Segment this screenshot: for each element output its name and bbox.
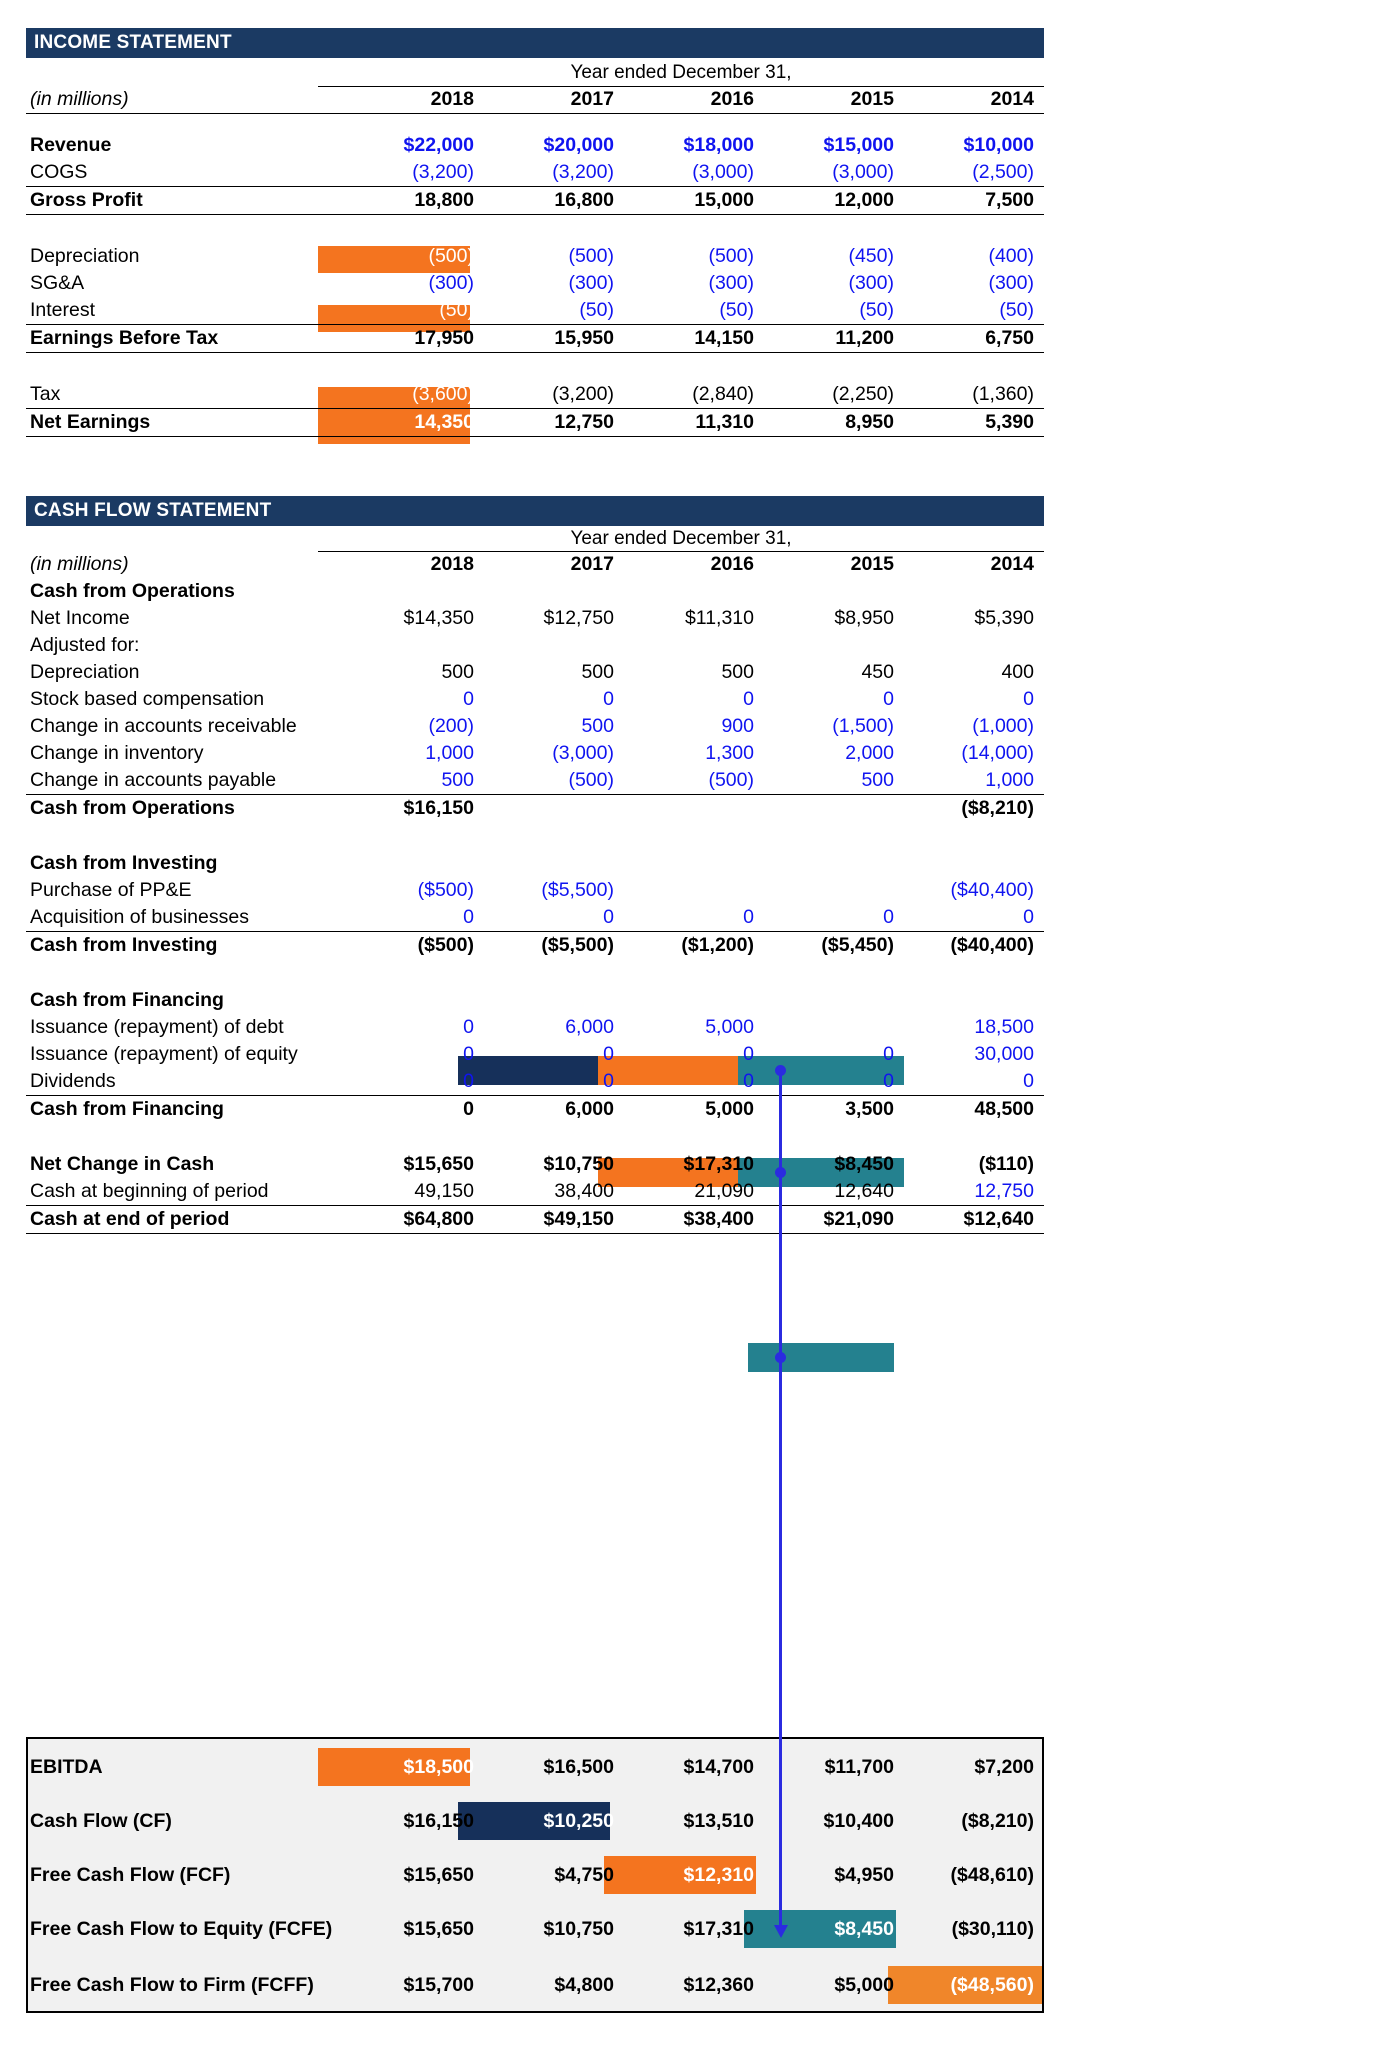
row-label-acquisition-of-businesses: Acquisition of businesses <box>26 904 344 932</box>
spacer-row <box>26 822 1044 850</box>
cell-ebitda-2016: $14,700 <box>683 1756 754 1778</box>
cell-equity-2018: 0 <box>463 1043 474 1065</box>
cell-inventory-2018: 1,000 <box>425 742 474 764</box>
cell-interest-2017: (50) <box>484 297 624 325</box>
cell-ppe-2016: ($1,200) <box>681 879 754 901</box>
cell-cash-begin-2014: 12,750 <box>904 1178 1044 1206</box>
cell-sga-2015: (300) <box>848 272 894 294</box>
cell-cash-begin-2016: 21,090 <box>624 1178 764 1206</box>
cell-debt-2014: 18,500 <box>974 1016 1034 1038</box>
cell-cf-depreciation-2017: 500 <box>581 661 614 683</box>
table-row <box>26 659 1044 686</box>
table-row <box>26 1206 1044 1234</box>
is-header-row <box>26 86 1044 114</box>
cell-ebitda-2017: $16,500 <box>543 1756 614 1778</box>
cash-flow-statement-title: CASH FLOW STATEMENT <box>34 500 272 521</box>
cell-net-earnings-2016: 11,310 <box>624 409 764 437</box>
cell-ebt-2014: 6,750 <box>904 325 1044 353</box>
cell-revenue-2015: $15,000 <box>823 134 894 156</box>
table-row <box>26 713 1044 740</box>
cell-cogs-2018: (3,200) <box>344 159 484 187</box>
row-label-depreciation: Depreciation <box>30 245 140 267</box>
row-label-issuance-of-debt: Issuance (repayment) of debt <box>30 1016 284 1038</box>
cell-revenue-2016: $18,000 <box>683 134 754 156</box>
cell-inventory-2017: (3,000) <box>552 742 614 764</box>
cell-ar-2014: (1,000) <box>972 715 1034 737</box>
table-row <box>26 767 1044 795</box>
cell-cfi-2014: ($40,400) <box>950 934 1034 956</box>
cell-cash-begin-2018: 49,150 <box>344 1178 484 1206</box>
spacer-row <box>26 353 1044 382</box>
cell-cash-begin-2017: 38,400 <box>484 1178 624 1206</box>
cell-ncc-2014: ($110) <box>978 1153 1034 1175</box>
cell-fcfe-2017: $10,750 <box>543 1918 614 1940</box>
cell-ar-2017: 500 <box>581 715 614 737</box>
cell-gross-profit-2018: 18,800 <box>344 187 484 215</box>
is-year-2016: 2016 <box>624 86 764 114</box>
cell-cash-end-2017: $49,150 <box>484 1206 624 1234</box>
cell-net-earnings-2018: 14,350 <box>344 409 484 437</box>
cell-tax-2017: (3,200) <box>484 381 624 409</box>
table-row <box>26 1096 1044 1124</box>
cell-depreciation-2015: (450) <box>848 245 894 267</box>
cell-cf-depreciation-2018: 500 <box>441 661 474 683</box>
spacer-row <box>26 1123 1044 1151</box>
cell-ppe-2018: ($500) <box>417 879 474 901</box>
cell-sga-2017: (300) <box>568 272 614 294</box>
spacer-row <box>26 1786 1044 1802</box>
cell-interest-2015: (50) <box>764 297 904 325</box>
row-label-tax: Tax <box>26 381 344 409</box>
income-statement-banner <box>26 28 1044 58</box>
cell-ncc-2018: $15,650 <box>403 1153 474 1175</box>
row-label-cf-depreciation: Depreciation <box>30 661 140 683</box>
cell-cff-2017: 6,000 <box>565 1098 614 1120</box>
cell-ebitda-2018: $18,500 <box>403 1756 474 1778</box>
is-year-2018: 2018 <box>344 86 484 114</box>
row-label-change-in-accounts-payable: Change in accounts payable <box>26 767 344 795</box>
row-label-earnings-before-tax: Earnings Before Tax <box>26 325 344 353</box>
cell-equity-2017: 0 <box>603 1043 614 1065</box>
table-row <box>26 904 1044 932</box>
cell-net-earnings-2015: 8,950 <box>764 409 904 437</box>
cell-inventory-2014: (14,000) <box>961 742 1034 764</box>
cf-year-2017: 2017 <box>570 553 614 575</box>
row-label-dividends: Dividends <box>26 1068 344 1096</box>
cell-fcf-2018: $15,650 <box>403 1864 474 1886</box>
cell-fcfe-2018: $15,650 <box>403 1918 474 1940</box>
cell-dividends-2017: 0 <box>484 1068 624 1096</box>
cell-cfi-2017: ($5,500) <box>541 934 614 956</box>
table-row <box>26 578 1044 605</box>
cell-ap-2016: (500) <box>624 767 764 795</box>
cf-header-row <box>26 551 1044 578</box>
row-label-fcff: Free Cash Flow to Firm (FCFF) <box>30 1974 314 1996</box>
cell-ncc-2016: $17,310 <box>683 1153 754 1175</box>
row-label-cash-from-financing-heading: Cash from Financing <box>30 989 224 1011</box>
row-label-issuance-of-equity: Issuance (repayment) of equity <box>30 1043 298 1065</box>
cell-cash-end-2018: $64,800 <box>344 1206 484 1234</box>
connector-arrowhead-fcfe <box>774 1925 788 1938</box>
cell-cfo-2018: $16,150 <box>403 797 474 819</box>
cell-net-income-2016: $11,310 <box>684 607 754 629</box>
cell-inventory-2015: 2,000 <box>845 742 894 764</box>
cell-cff-2015: 3,500 <box>845 1098 894 1120</box>
cell-ppe-2017: ($5,500) <box>541 879 614 901</box>
row-label-revenue: Revenue <box>30 134 112 156</box>
cell-acq-2017: 0 <box>484 904 624 932</box>
table-row <box>26 1014 1044 1041</box>
cell-cf-depreciation-2016: 500 <box>721 661 754 683</box>
row-label-cash-end: Cash at end of period <box>26 1206 344 1234</box>
is-year-2015: 2015 <box>764 86 904 114</box>
cell-ppe-2015: ($5,450) <box>821 879 894 901</box>
row-label-cash-from-operations-heading: Cash from Operations <box>30 580 235 602</box>
summary-metrics-table <box>26 1748 1044 2004</box>
row-label-cash-beginning: Cash at beginning of period <box>26 1178 344 1206</box>
cell-cf-2016: $13,510 <box>683 1810 754 1832</box>
cell-cogs-2017: (3,200) <box>484 159 624 187</box>
cell-ebt-2015: 11,200 <box>764 325 904 353</box>
cell-cfo-2016: $13,510 <box>683 797 754 819</box>
cash-flow-statement-banner <box>26 496 1044 526</box>
table-row <box>26 605 1044 632</box>
cell-cf-depreciation-2015: 450 <box>861 661 894 683</box>
cell-net-earnings-2017: 12,750 <box>484 409 624 437</box>
is-year-2017: 2017 <box>484 86 624 114</box>
table-row <box>26 381 1044 409</box>
cell-tax-2016: (2,840) <box>624 381 764 409</box>
is-year-2014: 2014 <box>904 86 1044 114</box>
row-label-change-in-accounts-receivable: Change in accounts receivable <box>30 715 297 737</box>
spacer-row <box>26 1894 1044 1910</box>
table-row <box>26 243 1044 270</box>
cell-net-income-2014: $5,390 <box>974 607 1034 629</box>
spacer-row <box>26 1948 1044 1966</box>
table-row <box>26 987 1044 1014</box>
row-label-sga: SG&A <box>30 272 85 294</box>
cell-cff-2014: 48,500 <box>974 1098 1034 1120</box>
row-label-free-cash-flow: Free Cash Flow (FCF) <box>30 1864 231 1886</box>
cell-ap-2017: (500) <box>484 767 624 795</box>
cf-year-2016: 2016 <box>710 553 754 575</box>
cell-ap-2018: 500 <box>344 767 484 795</box>
cell-debt-2016: 5,000 <box>705 1016 754 1038</box>
cell-debt-2017: 6,000 <box>565 1016 614 1038</box>
cell-interest-2016: (50) <box>624 297 764 325</box>
cash-flow-statement-table <box>26 551 1044 1234</box>
cell-gross-profit-2014: 7,500 <box>904 187 1044 215</box>
spacer-row <box>26 215 1044 244</box>
table-row <box>26 877 1044 904</box>
cell-cfi-2018: ($500) <box>417 934 474 956</box>
cell-cf-2014: ($8,210) <box>961 1810 1034 1832</box>
cell-acq-2015: 0 <box>764 904 904 932</box>
cell-ncc-2017: $10,750 <box>543 1153 614 1175</box>
connector-line-vertical <box>779 1070 782 1932</box>
row-label-cash-flow: Cash Flow (CF) <box>30 1810 172 1832</box>
cell-tax-2018: (3,600) <box>344 381 484 409</box>
table-row <box>26 270 1044 297</box>
table-row <box>26 409 1044 437</box>
row-label-gross-profit: Gross Profit <box>26 187 344 215</box>
cell-ar-2018: (200) <box>428 715 474 737</box>
cell-sbc-2015: 0 <box>883 688 894 710</box>
cf-year-2018: 2018 <box>430 553 474 575</box>
table-row <box>26 1178 1044 1206</box>
row-label-cogs: COGS <box>26 159 344 187</box>
table-row <box>26 1856 1044 1894</box>
cell-cash-end-2016: $38,400 <box>624 1206 764 1234</box>
cell-ar-2016: 900 <box>721 715 754 737</box>
cell-sbc-2016: 0 <box>743 688 754 710</box>
cell-dividends-2014: 0 <box>904 1068 1044 1096</box>
cell-fcff-2018: $15,700 <box>403 1974 474 1996</box>
cell-ppe-2014: ($40,400) <box>950 879 1034 901</box>
cell-depreciation-2017: (500) <box>568 245 614 267</box>
row-label-cash-from-operations-total: Cash from Operations <box>30 797 235 819</box>
row-label-purchase-of-ppe: Purchase of PP&E <box>30 879 192 901</box>
cell-sga-2014: (300) <box>988 272 1034 294</box>
cell-fcf-2017: $4,750 <box>554 1864 614 1886</box>
cell-cfo-2014: ($8,210) <box>961 797 1034 819</box>
cell-cfi-2015: ($5,450) <box>821 934 894 956</box>
cell-revenue-2014: $10,000 <box>963 134 1034 156</box>
cell-ebt-2016: 14,150 <box>624 325 764 353</box>
cell-cf-2018: $16,150 <box>403 1810 474 1832</box>
spacer-row <box>26 959 1044 987</box>
cell-ebitda-2015: $11,700 <box>824 1756 894 1778</box>
cell-acq-2018: 0 <box>344 904 484 932</box>
table-row <box>26 686 1044 713</box>
is-units-label: (in millions) <box>26 86 344 114</box>
cell-gross-profit-2015: 12,000 <box>764 187 904 215</box>
cell-fcff-2014: ($48,560) <box>950 1974 1034 1996</box>
cell-ebt-2017: 15,950 <box>484 325 624 353</box>
table-row <box>26 632 1044 659</box>
cf-year-2015: 2015 <box>850 553 894 575</box>
cell-net-earnings-2014: 5,390 <box>904 409 1044 437</box>
table-row <box>26 325 1044 353</box>
cell-net-income-2018: $14,350 <box>403 607 474 629</box>
row-label-net-earnings: Net Earnings <box>26 409 344 437</box>
cell-revenue-2017: $20,000 <box>543 134 614 156</box>
cell-debt-2018: 0 <box>463 1016 474 1038</box>
cell-sbc-2018: 0 <box>463 688 474 710</box>
row-label-cash-from-investing-total: Cash from Investing <box>30 934 218 956</box>
cell-fcff-2016: $12,360 <box>683 1974 754 1996</box>
cf-units-label: (in millions) <box>30 553 129 575</box>
cell-cogs-2014: (2,500) <box>904 159 1044 187</box>
cell-sbc-2017: 0 <box>603 688 614 710</box>
cell-interest-2018: (50) <box>344 297 484 325</box>
cell-fcfe-2014: ($30,110) <box>951 1918 1034 1940</box>
cell-depreciation-2014: (400) <box>988 245 1034 267</box>
highlight-debt-2015 <box>748 1343 894 1372</box>
cell-tax-2015: (2,250) <box>764 381 904 409</box>
cf-period-caption: Year ended December 31, <box>570 528 792 549</box>
cell-net-income-2017: $12,750 <box>543 607 614 629</box>
table-row <box>26 187 1044 215</box>
table-row <box>26 132 1044 159</box>
table-row <box>26 932 1044 960</box>
cell-cf-2015: $10,400 <box>823 1810 894 1832</box>
cell-fcfe-2016: $17,310 <box>683 1918 754 1940</box>
row-label-net-income: Net Income <box>30 607 130 629</box>
cf-year-2014: 2014 <box>990 553 1034 575</box>
cell-ebitda-2014: $7,200 <box>974 1756 1034 1778</box>
table-row <box>26 1151 1044 1178</box>
table-row <box>26 1068 1044 1096</box>
cell-cogs-2015: (3,000) <box>764 159 904 187</box>
row-label-net-change-in-cash: Net Change in Cash <box>30 1153 215 1175</box>
cell-cash-begin-2015: 12,640 <box>764 1178 904 1206</box>
cell-cff-2016: 5,000 <box>705 1098 754 1120</box>
cell-dividends-2018: 0 <box>344 1068 484 1096</box>
cell-equity-2016: 0 <box>743 1043 754 1065</box>
table-row <box>26 1041 1044 1068</box>
row-label-stock-based-compensation: Stock based compensation <box>30 688 265 710</box>
cell-revenue-2018: $22,000 <box>403 134 474 156</box>
cell-sga-2016: (300) <box>708 272 754 294</box>
table-row <box>26 297 1044 325</box>
cell-gross-profit-2017: 16,800 <box>484 187 624 215</box>
cell-ar-2015: (1,500) <box>832 715 894 737</box>
row-label-fcfe: Free Cash Flow to Equity (FCFE) <box>30 1918 333 1940</box>
cell-fcf-2016: $12,310 <box>683 1864 754 1886</box>
row-label-change-in-inventory: Change in inventory <box>30 742 204 764</box>
cell-fcff-2017: $4,800 <box>554 1974 614 1996</box>
cell-cogs-2016: (3,000) <box>624 159 764 187</box>
cell-inventory-2016: 1,300 <box>705 742 754 764</box>
table-row <box>26 159 1044 187</box>
cell-dividends-2016: 0 <box>624 1068 764 1096</box>
cell-debt-2015: 3,500 <box>845 1016 894 1038</box>
cell-sga-2018: (300) <box>428 272 474 294</box>
cell-cf-2017: $10,250 <box>543 1810 614 1832</box>
income-statement-table <box>26 86 1044 437</box>
cell-sbc-2014: 0 <box>1023 688 1034 710</box>
cell-fcff-2015: $5,000 <box>834 1974 894 1996</box>
cell-equity-2015: 0 <box>883 1043 894 1065</box>
cell-cash-end-2014: $12,640 <box>904 1206 1044 1234</box>
cell-net-income-2015: $8,950 <box>834 607 894 629</box>
table-row <box>26 1910 1044 1948</box>
cell-interest-2014: (50) <box>904 297 1044 325</box>
is-period-caption: Year ended December 31, <box>570 62 792 83</box>
cell-cfi-2016: ($1,200) <box>681 934 754 956</box>
cell-acq-2016: 0 <box>624 904 764 932</box>
cell-ncc-2015: $8,450 <box>834 1153 894 1175</box>
cell-acq-2014: 0 <box>904 904 1044 932</box>
table-row <box>26 850 1044 877</box>
row-label-cash-from-financing-total: Cash from Financing <box>30 1098 224 1120</box>
row-label-cash-from-investing-heading: Cash from Investing <box>30 852 218 874</box>
cell-cash-end-2015: $21,090 <box>764 1206 904 1234</box>
cell-gross-profit-2016: 15,000 <box>624 187 764 215</box>
cell-ap-2014: 1,000 <box>904 767 1044 795</box>
cell-fcf-2015: $4,950 <box>834 1864 894 1886</box>
table-row <box>26 1966 1044 2004</box>
table-row <box>26 1802 1044 1840</box>
table-row <box>26 795 1044 823</box>
cell-cfo-2015: $10,400 <box>823 797 894 819</box>
cell-fcfe-2015: $8,450 <box>834 1918 894 1940</box>
cell-tax-2014: (1,360) <box>904 381 1044 409</box>
table-row <box>26 740 1044 767</box>
row-label-ebitda: EBITDA <box>30 1756 103 1778</box>
cell-depreciation-2018: (500) <box>428 245 474 267</box>
cell-equity-2014: 30,000 <box>974 1043 1034 1065</box>
cell-dividends-2015: 0 <box>764 1068 904 1096</box>
cell-cff-2018: 0 <box>463 1098 474 1120</box>
income-statement-title: INCOME STATEMENT <box>34 32 232 53</box>
cell-ap-2015: 500 <box>764 767 904 795</box>
cell-cfo-2017: $10,250 <box>543 797 614 819</box>
spacer-row <box>26 114 1044 133</box>
row-label-adjusted-for: Adjusted for: <box>30 634 140 656</box>
cell-depreciation-2016: (500) <box>708 245 754 267</box>
row-label-interest: Interest <box>26 297 344 325</box>
cell-fcf-2014: ($48,610) <box>950 1864 1034 1886</box>
spacer-row <box>26 1840 1044 1856</box>
table-row <box>26 1748 1044 1786</box>
cell-cf-depreciation-2014: 400 <box>1001 661 1034 683</box>
cell-ebt-2018: 17,950 <box>344 325 484 353</box>
